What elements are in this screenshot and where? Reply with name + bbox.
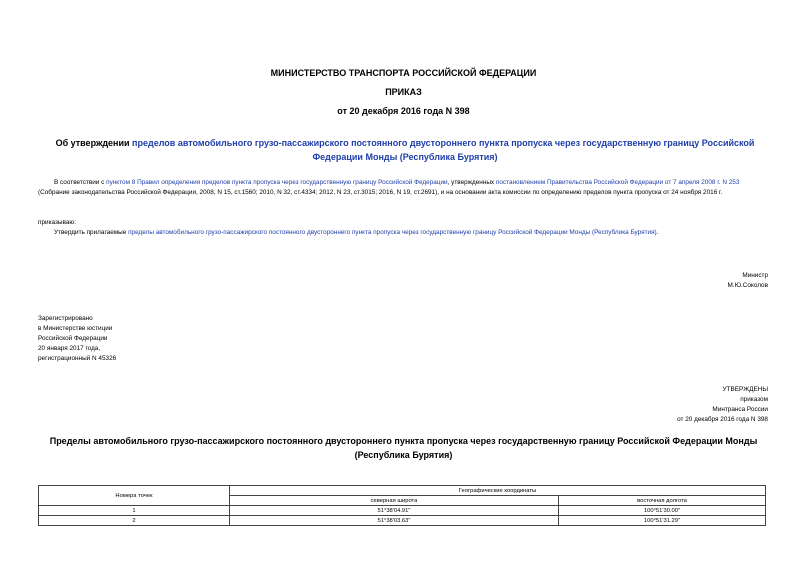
cell-point: 1 [39,506,230,516]
approved-line: от 20 декабря 2016 года N 398 [677,416,768,423]
table-header-row [39,486,766,496]
header-point-number: Номера точек [39,486,230,506]
header-latitude: северная широта [230,496,559,506]
signature-position: Министр [742,272,768,279]
signature-name: М.Ю.Соколов [727,282,768,289]
table-row [39,506,766,516]
preamble-link-rules[interactable]: пунктом 8 Правил определения пределов пункта пропуска через государственную границу Российской Федерации [106,179,448,186]
table-row [39,516,766,526]
registration-block [38,314,116,364]
preamble-paragraph [38,178,768,198]
cell-latitude: 51°38'04.91" [230,506,559,516]
doc-type-heading: ПРИКАЗ [385,87,422,97]
preamble-text-3: (Собрание законодательства Российской Федерации, 2008, N 15, ст.1560; 2010, N 32, ст.4334; 2012, N 23, ст.3015; 2016, N 19, ст.2691), и на основании акта комиссии по определению пределов пункта пропуска от 24 ноября 2016 г. [38,189,723,196]
header-longitude: восточная долгота [559,496,766,506]
approved-line: УТВЕРЖДЕНЫ [722,386,768,393]
order-date-number: от 20 декабря 2016 года N 398 [337,106,470,116]
cell-latitude: 51°38'03.63" [230,516,559,526]
registration-line: в Министерстве юстиции [38,325,113,332]
order-label: приказываю: [38,219,76,226]
order-text-1: Утвердить прилагаемые [54,229,129,236]
preamble-text-2: , утвержденных [447,179,496,186]
order-paragraph [54,228,768,238]
order-text-2: . [656,229,659,236]
registration-line: Российской Федерации [38,335,108,342]
cell-point: 2 [39,516,230,526]
title-link[interactable]: пределов автомобильного грузо-пассажирского постоянного двустороннего пункта пропуска через государственную границу Российской Федерации Монды (Республика Бурятия) [132,138,755,162]
document-title [55,136,755,164]
preamble-link-decree[interactable]: постановлением Правительства Российской Федерации от 7 апреля 2008 г. N 253 [495,179,740,186]
title-prefix: Об утверждении [55,138,133,148]
registration-line: 20 января 2017 года, [38,345,101,352]
approved-line: приказом [740,396,768,403]
approved-line: Минтранса России [712,406,768,413]
header-coordinates: Географические координаты [230,486,766,496]
cell-longitude: 100°51'31.29" [559,516,766,526]
cell-longitude: 100°51'30.00" [559,506,766,516]
ministry-heading: МИНИСТЕРСТВО ТРАНСПОРТА РОССИЙСКОЙ ФЕДЕРАЦИИ [270,68,537,78]
order-link[interactable]: пределы автомобильного грузо-пассажирского постоянного двустороннего пункта пропуска через государственную границу Российской Федерации Монды (Республика Бурятия) [128,229,657,236]
registration-line: регистрационный N 45326 [38,355,117,362]
preamble-text-1: В соответствии с [54,179,107,186]
appendix-title: Пределы автомобильного грузо-пассажирского постоянного двустороннего пункта пропуска через государственную границу Российской Федерации Монды (Республика Бурятия) [49,436,758,460]
approved-block [500,385,768,425]
registration-line: Зарегистрировано [38,315,93,322]
coordinates-table [38,485,766,526]
